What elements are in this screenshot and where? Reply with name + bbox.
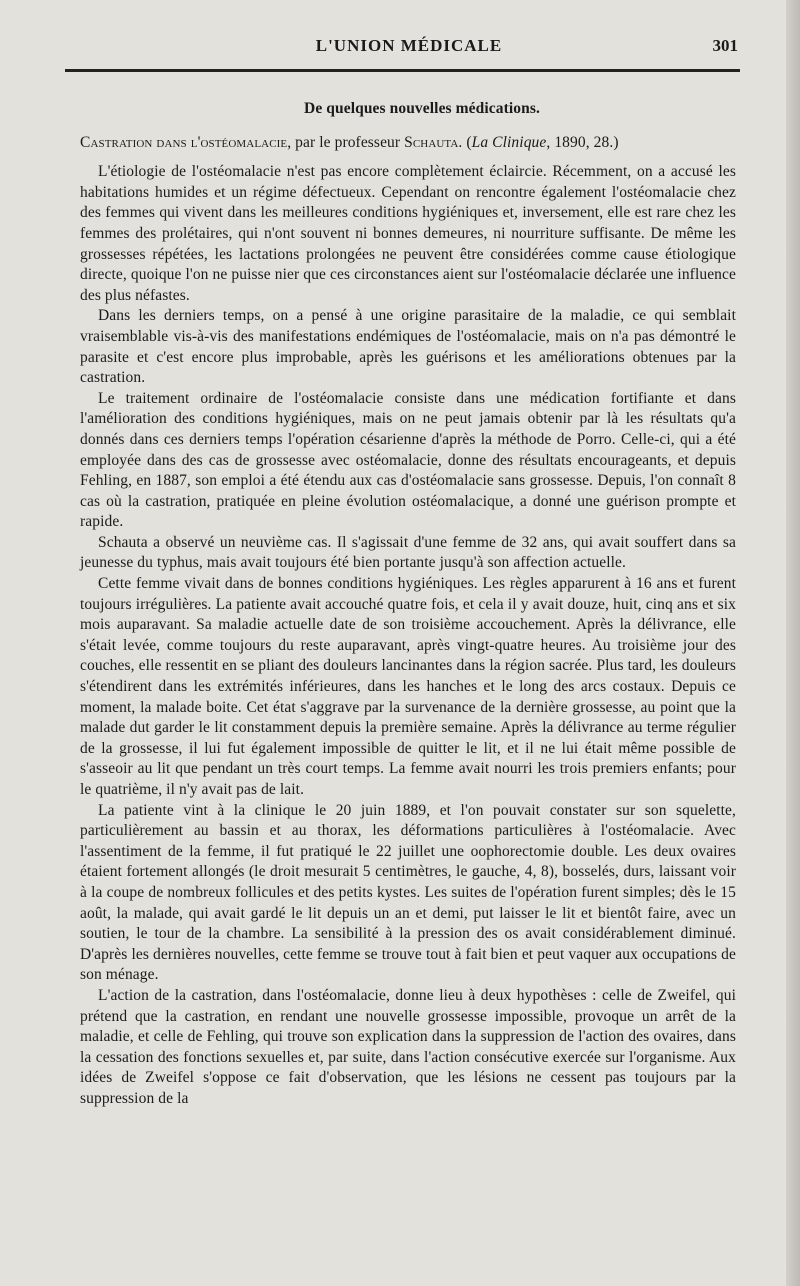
running-title: L'UNION MÉDICALE bbox=[315, 36, 503, 55]
article-heading bbox=[80, 133, 736, 154]
article-author: Schauta bbox=[404, 133, 459, 151]
page-number: 301 bbox=[712, 36, 738, 55]
article-source-journal: La Clinique bbox=[471, 133, 547, 151]
paragraph-new-case: Schauta a observé un neuvième cas. Il s'agissait d'une femme de 32 ans, qui avait souffert dans sa jeunesse du typhus, mais avait toujours été bien portante jusqu'à son affection actuelle. bbox=[80, 533, 736, 572]
paragraph-parasitic-origin: Dans les derniers temps, on a pensé à une origine parasitaire de la maladie, ce qui semblait vraisemblable vis-à-vis des manifestations endémiques de l'ostéomalacie, mais on n'a pas démontré le parasite et c'est encore plus improbable, après les guérisons et les améliorations obtenues par la castration. bbox=[80, 307, 736, 387]
article-source-prefix: . ( bbox=[458, 133, 472, 151]
section-title: De quelques nouvelles médications. bbox=[304, 100, 540, 117]
page-edge-shadow bbox=[786, 0, 800, 1286]
article-title: Castration dans l'ostéomalacie bbox=[80, 133, 288, 151]
paragraph-hypotheses: L'action de la castration, dans l'ostéomalacie, donne lieu à deux hypothèses : celle de Zweifel, qui prétend que la castration, en rendant une nouvelle grossesse impossible, provoque un arrêt de la maladie, et celle de Fehling, qui trouve son explication dans la suppression de l'action des ovaires, dans la cessation des fonctions sexuelles et, par suite, dans l'action consécutive exercée sur l'organisme. Aux idées de Zweifel s'oppose ce fait d'observation, que les lésions ne cessent pas toujours par la suppression de la bbox=[80, 986, 736, 1107]
paragraph-etiology: L'étiologie de l'ostéomalacie n'est pas encore complètement éclaircie. Récemment, on a accusé les habitations humides et un régime défectueux. Cependant on rencontre également l'ostéomalacie chez des femmes qui vivent dans les meilleures conditions hygiéniques et, inversement, elle est rare chez les femmes des prolétaires, qui n'ont souvent ni bonnes demeures, ni nourriture suffisante. De même les grossesses répétées, les lactations prolongées ne peuvent être considérées comme cause étiologique directe, quoique l'on ne puisse nier que ces circonstances aient sur l'ostéomalacie déclarée une influence des plus néfastes. bbox=[80, 163, 736, 304]
article-heading-byline: , par le professeur bbox=[287, 133, 405, 151]
paragraph-operation: La patiente vint à la clinique le 20 juin 1889, et l'on pouvait constater sur son squelette, particulièrement au bassin et au thorax, les déformations particulières à l'ostéomalacie. Avec l'assentiment de la femme, il fut pratiqué le 22 juillet une oophorectomie double. Les deux ovaires étaient fortement allongés (le droit mesurait 5 centimètres, le gauche, 4, 8), bosselés, durs, laissant voir à la coupe de nombreux follicules et des petits kystes. Les suites de l'opération furent simples; dès le 15 août, la malade, qui avait gardé le lit depuis un an et demi, put laisser le lit et bientôt faire, avec un soutien, le tour de la chambre. La sensibilité à la pression des os avait considérablement diminué. D'après les dernières nouvelles, cette femme se trouve tout à fait bien et peut vaquer aux occupations de son ménage. bbox=[80, 801, 736, 984]
paragraph-treatment: Le traitement ordinaire de l'ostéomalacie consiste dans une médication fortifiante et dans l'amélioration des conditions hygiéniques, mais on ne peut jamais obtenir par là les résultats qu'a donnés dans ces derniers temps l'opération césarienne d'après la méthode de Porro. Celle-ci, qui a été employée dans des cas de grossesse avec ostéomalacie, donne des résultats encourageants, et depuis Fehling, en 1887, son emploi a été étendu aux cas d'ostéomalacie sans grossesse. Depuis, l'on connaît 8 cas où la castration, pratiquée en pleine évolution ostéomalacique, a donné une guérison prompte et rapide. bbox=[80, 389, 736, 531]
page-header bbox=[80, 36, 738, 62]
article-body bbox=[80, 99, 736, 1110]
paragraph-case-history: Cette femme vivait dans de bonnes conditions hygiéniques. Les règles apparurent à 16 ans et furent toujours irrégulières. La patiente avait accouché quatre fois, et cela il y avait douze, huit, cinq ans et six mois auparavant. Sa maladie actuelle date de son troisième accouchement. Après la délivrance, elle s'était levée, comme toujours du reste auparavant, après vingt-quatre heures. Au troisième jour des couches, elle ressentit en se pliant des douleurs lancinantes dans la région sacrée. Plus tard, les douleurs s'étendirent dans les extrémités inférieures, dans les hanches et le long des arcs costaux. Depuis ce moment, la malade boite. Cet état s'aggrave par la survenance de la dernière grossesse, au point que la malade dut garder le lit constamment depuis la première semaine. Après la délivrance au terme régulier de la grossesse, il lui fut également impossible de quitter le lit, et il ne lui était même possible de s'asseoir au lit que pendant un très court temps. La femme avait nourri les trois premiers enfants; pour le quatrième, il n'y avait pas de lait. bbox=[80, 575, 736, 798]
header-rule bbox=[65, 69, 740, 72]
article-source-suffix: , 1890, 28.) bbox=[546, 133, 619, 151]
